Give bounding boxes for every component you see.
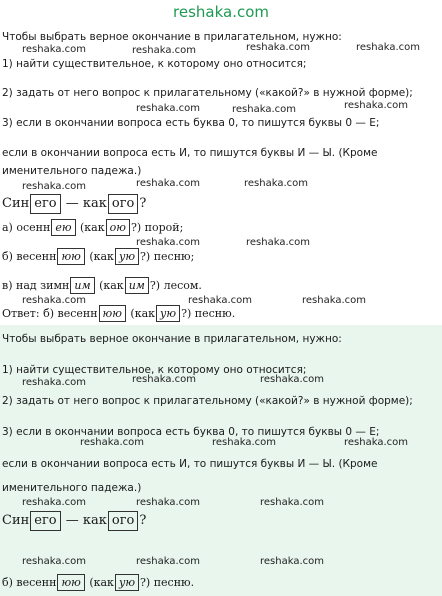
step-4-line-2: именительного падежа.): [2, 165, 142, 177]
watermark: reshaka.com: [260, 497, 324, 508]
watermark: reshaka.com: [244, 178, 308, 189]
step-2: 2) задать от него вопрос к прилагательному («какой?» в нужной форме);: [2, 395, 413, 407]
ending-box: им: [70, 277, 94, 294]
intro-text: Чтобы выбрать верное окончание в прилагательном, нужно:: [2, 333, 342, 345]
watermark: reshaka.com: [344, 437, 408, 448]
watermark: reshaka.com: [246, 42, 310, 53]
watermark: reshaka.com: [356, 42, 420, 53]
watermark: reshaka.com: [232, 104, 296, 115]
solution-block-1: [0, 24, 442, 325]
watermark: reshaka.com: [22, 497, 86, 508]
watermark: reshaka.com: [136, 178, 200, 189]
step-4-line-2: именительного падежа.): [2, 482, 142, 494]
solution-block-2: [0, 325, 442, 596]
ending-box: юю: [57, 574, 84, 591]
question-ending-box: ую: [115, 248, 139, 265]
example-line: Син его — как ого ?: [2, 511, 146, 531]
step-1: 1) найти существительное, к которому оно относится;: [2, 58, 307, 70]
site-title: reshaka.com: [173, 3, 269, 21]
intro-text: Чтобы выбрать верное окончание в прилагательном, нужно:: [2, 31, 342, 43]
watermark: reshaka.com: [136, 103, 200, 114]
watermark: reshaka.com: [136, 556, 200, 567]
step-3: 3) если в окончании вопроса есть буква 0, то пишутся буквы 0 — Е;: [2, 426, 380, 438]
watermark: reshaka.com: [22, 44, 86, 55]
watermark: reshaka.com: [132, 45, 196, 56]
watermark: reshaka.com: [22, 181, 86, 192]
ending-box: ею: [51, 219, 75, 236]
step-2: 2) задать от него вопрос к прилагательному («какой?» в нужной форме);: [2, 87, 413, 99]
site-header: [0, 0, 442, 24]
question-ending-box: ого: [108, 194, 138, 214]
question-ending-box: ою: [106, 219, 130, 236]
answer-line: Ответ: б) весенн юю (как ую ?) песню.: [2, 307, 236, 320]
step-3: 3) если в окончании вопроса есть буква 0, то пишутся буквы 0 — Е;: [2, 117, 380, 129]
item-a: а) осенн ею (как ою ?) порой;: [2, 221, 184, 234]
step-1: 1) найти существительное, к которому оно относится;: [2, 364, 307, 376]
step-4-line-1: если в окончании вопроса есть И, то пишутся буквы И — Ы. (Кроме: [2, 147, 378, 159]
ending-box: его: [30, 511, 60, 531]
question-ending-box: ую: [156, 305, 180, 322]
watermark: reshaka.com: [260, 556, 324, 567]
ending-box: юю: [57, 248, 84, 265]
question-ending-box: им: [125, 277, 149, 294]
watermark: reshaka.com: [260, 374, 324, 385]
item-b: б) весенн юю (как ую ?) песню.: [2, 576, 195, 589]
ending-box: юю: [99, 305, 126, 322]
watermark: reshaka.com: [246, 237, 310, 248]
step-4-line-1: если в окончании вопроса есть И, то пишутся буквы И — Ы. (Кроме: [2, 458, 378, 470]
watermark: reshaka.com: [136, 497, 200, 508]
watermark: reshaka.com: [132, 374, 196, 385]
watermark: reshaka.com: [302, 295, 366, 306]
watermark: reshaka.com: [188, 295, 252, 306]
watermark: reshaka.com: [80, 437, 144, 448]
watermark: reshaka.com: [136, 237, 200, 248]
watermark: reshaka.com: [22, 556, 86, 567]
example-line: Син его — как ого ?: [2, 194, 146, 214]
item-b: б) весенн юю (как ую ?) песню;: [2, 250, 195, 263]
watermark: reshaka.com: [22, 377, 86, 388]
watermark: reshaka.com: [212, 437, 276, 448]
item-v: в) над зимн им (как им ?) лесом.: [2, 279, 202, 292]
question-ending-box: ую: [115, 574, 139, 591]
question-ending-box: ого: [108, 511, 138, 531]
watermark: reshaka.com: [22, 295, 86, 306]
watermark: reshaka.com: [344, 100, 408, 111]
ending-box: его: [30, 194, 60, 214]
